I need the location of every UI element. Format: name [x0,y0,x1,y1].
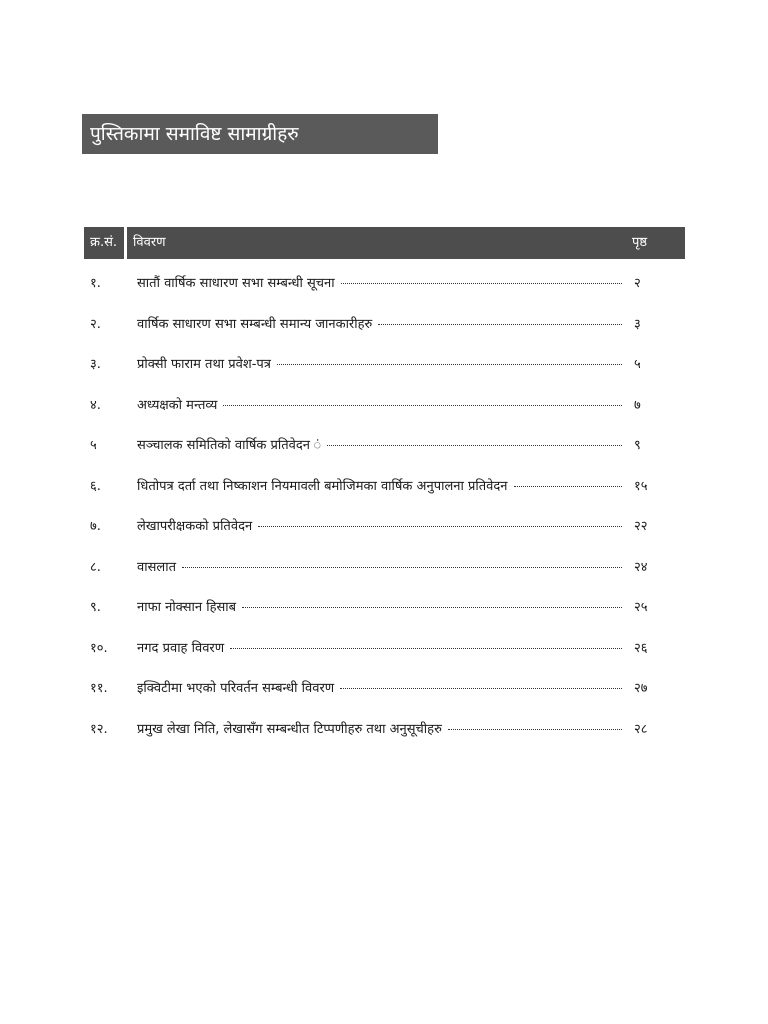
table-of-contents [84,267,685,753]
row-description-wrap [137,314,622,332]
row-description: नाफा नोक्सान हिसाब [137,600,237,615]
row-page-number: २ [634,276,641,291]
dot-leader [514,485,623,487]
table-row [84,308,685,349]
header-description: विवरण [127,227,666,259]
row-serial-number: ४. [90,397,101,413]
row-description: सञ्चालक समितिको वार्षिक प्रतिवेदन ं [137,438,322,453]
row-description: धितोपत्र दर्ता तथा निष्काशन नियमावली बमोजिमका वार्षिक अनुपालना प्रतिवेदन [137,478,508,494]
row-serial-number: ५ [90,438,97,453]
row-description: इक्विटीमा भएको परिवर्तन सम्बन्धी विवरण [137,681,335,696]
row-description: लेखापरीक्षकको प्रतिवेदन [137,519,253,534]
dot-leader [327,444,622,446]
table-row [84,672,685,713]
row-page-number: २५ [634,600,648,615]
row-description-wrap [137,516,622,534]
row-serial-number: ७. [90,519,101,534]
row-page-number: ३ [634,316,641,332]
row-page-number: २६ [634,640,648,656]
row-description: वासलात [137,559,176,575]
row-serial-number: ३. [90,357,101,372]
row-serial-number: २. [90,316,101,332]
row-serial-number: १. [90,276,101,291]
row-description: वार्षिक साधारण सभा सम्बन्धी समान्य जानकारीहरु [137,316,373,332]
row-description: प्रोक्सी फाराम तथा प्रवेश-पत्र [137,357,271,372]
table-row [84,591,685,632]
row-description-wrap [137,678,622,696]
table-row [84,429,685,470]
row-description: प्रमुख लेखा निति, लेखासँग सम्बन्धीत टिप्पणीहरु तथा अनुसूचीहरु [137,721,442,737]
row-description: सातौं वार्षिक साधारण सभा सम्बन्धी सूचना [137,276,335,291]
row-description: नगद प्रवाह विवरण [137,640,225,656]
row-page-number: ५ [634,357,641,372]
row-description: अध्यक्षको मन्तव्य [137,397,218,413]
table-row [84,470,685,511]
table-row [84,267,685,308]
row-serial-number: १२. [90,721,108,737]
row-description-wrap [137,273,622,291]
row-page-number: १५ [634,478,648,494]
dot-leader [341,282,622,284]
row-description-wrap [137,354,622,372]
table-row [84,389,685,430]
row-page-number: ९ [634,438,641,453]
row-description-wrap [137,719,622,737]
dot-leader [223,404,622,406]
row-page-number: २४ [634,559,648,575]
row-description-wrap [137,557,622,575]
table-row [84,348,685,389]
row-description-wrap [137,435,622,453]
row-page-number: ७ [634,397,641,413]
row-description-wrap [137,638,622,656]
dot-leader [378,323,622,325]
dot-leader [182,566,622,568]
row-page-number: २२ [634,519,648,534]
row-serial-number: ८. [90,559,101,575]
page-title: पुस्तिकामा समाविष्ट सामाग्रीहरु [82,114,438,154]
row-description-wrap [137,597,622,615]
dot-leader [277,363,622,365]
row-description-wrap [137,476,622,494]
header-serial-number: क्र.सं. [84,227,124,259]
table-row [84,632,685,673]
row-description-wrap [137,395,622,413]
row-page-number: २७ [634,681,648,696]
dot-leader [242,606,622,608]
header-page: पृष्ठ [626,227,685,259]
row-serial-number: ११. [90,681,108,696]
table-row [84,551,685,592]
dot-leader [258,525,622,527]
row-page-number: २८ [634,721,648,737]
row-serial-number: १०. [90,640,108,656]
row-serial-number: ६. [90,478,101,494]
dot-leader [448,728,622,730]
dot-leader [230,647,622,649]
dot-leader [340,687,622,689]
table-row [84,510,685,551]
table-header [84,227,685,259]
row-serial-number: ९. [90,600,101,615]
table-row [84,713,685,754]
